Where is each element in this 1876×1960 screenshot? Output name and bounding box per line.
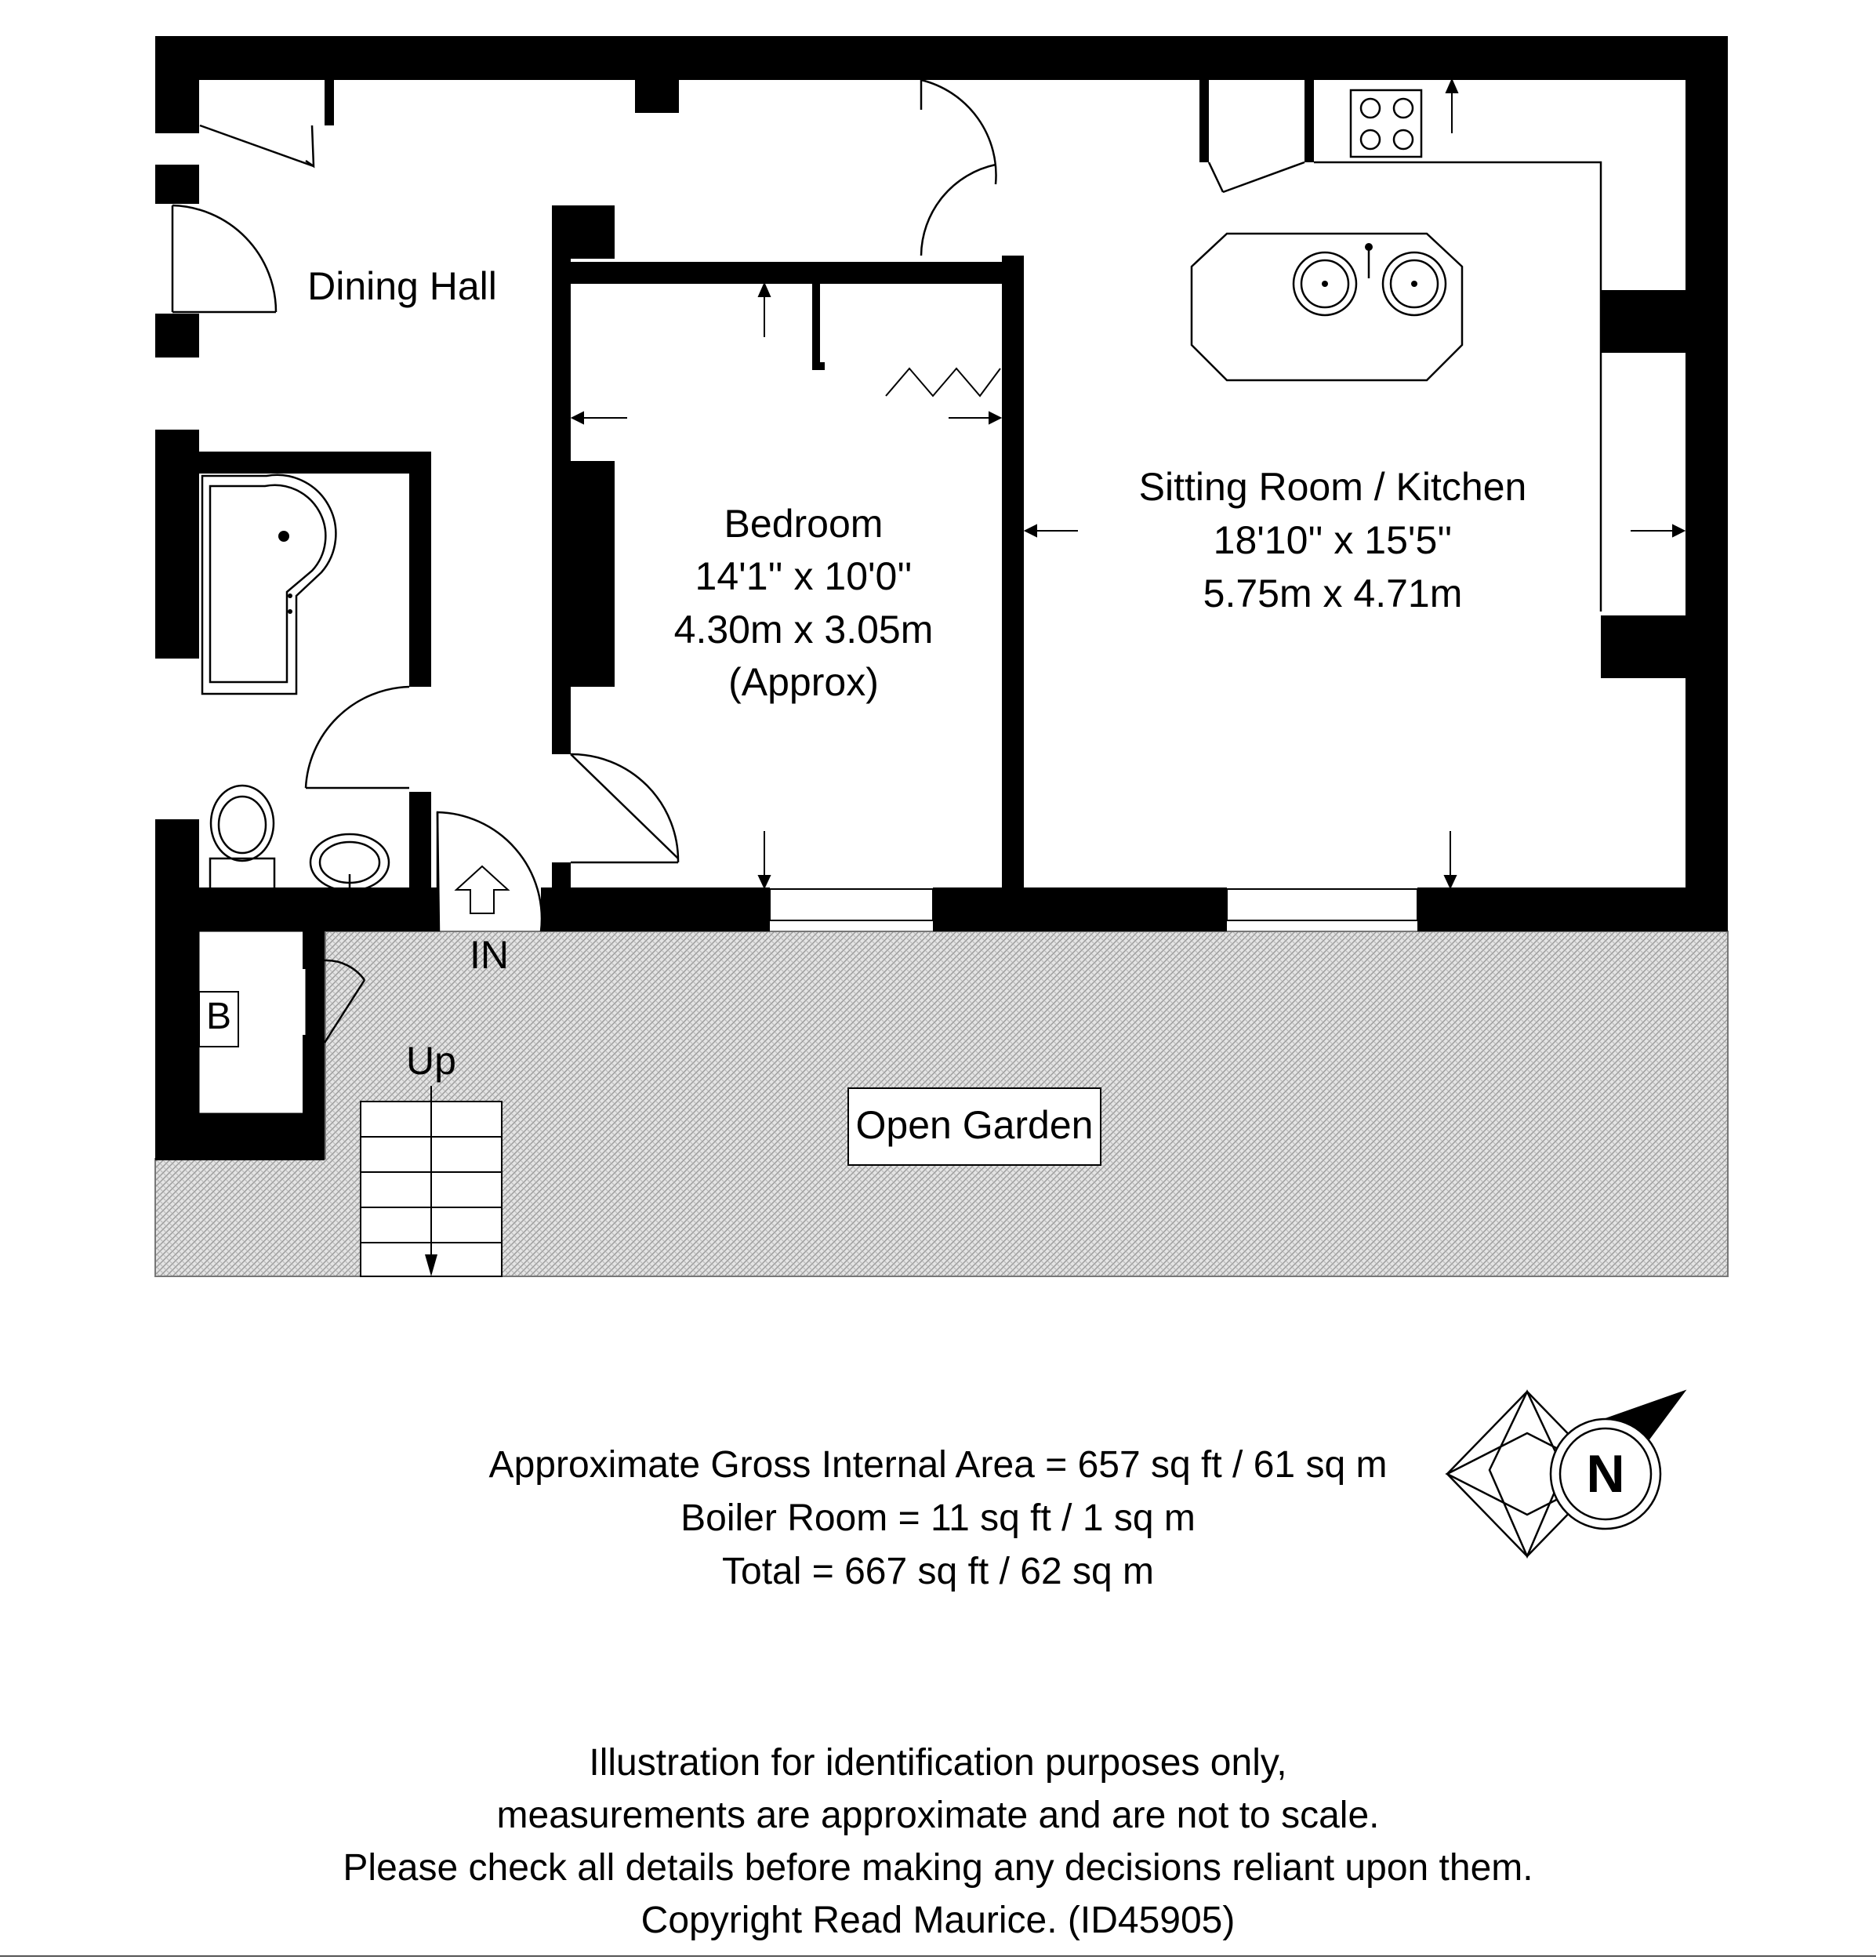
sitting-kitchen-dims-imperial: 18'10'' x 15'5'': [1213, 518, 1453, 562]
sitting-kitchen-dims-metric: 5.75m x 4.71m: [1203, 572, 1463, 615]
area-total: Total = 667 sq ft / 62 sq m: [722, 1551, 1154, 1592]
disclaimer-line: Illustration for identification purposes only,: [589, 1742, 1287, 1784]
area-gross-internal: Approximate Gross Internal Area = 657 sq ft / 61 sq m: [488, 1444, 1388, 1486]
stairs: [361, 1086, 502, 1276]
bathroom-fixtures: [202, 475, 389, 891]
dining-hall-label: Dining Hall: [307, 264, 497, 308]
area-boiler-room: Boiler Room = 11 sq ft / 1 sq m: [680, 1497, 1196, 1539]
entrance-arrow: [456, 866, 508, 913]
stairs-label: Up: [406, 1039, 456, 1083]
bath-plug: [278, 531, 292, 614]
bedroom-dims-metric: 4.30m x 3.05m: [673, 608, 934, 652]
garden-label: Open Garden: [855, 1103, 1094, 1147]
bedroom-label: Bedroom: [724, 502, 884, 546]
bedroom-approx: (Approx): [728, 660, 879, 704]
entrance-label: IN: [470, 933, 509, 977]
compass-north-label: N: [1586, 1444, 1625, 1504]
copyright-line: Copyright Read Maurice. (ID45905): [640, 1900, 1236, 1941]
disclaimer: [0, 1737, 1876, 1947]
area-summary: [0, 1439, 1876, 1599]
boiler-label: B: [205, 996, 232, 1037]
bedroom-dims-imperial: 14'1'' x 10'0'': [695, 554, 913, 598]
disclaimer-line: Please check all details before making any decisions reliant upon them.: [343, 1847, 1533, 1889]
disclaimer-line: measurements are approximate and are not to scale.: [496, 1795, 1380, 1836]
bottom-rule: [0, 1955, 1876, 1957]
sitting-kitchen-label: Sitting Room / Kitchen: [1138, 465, 1527, 509]
